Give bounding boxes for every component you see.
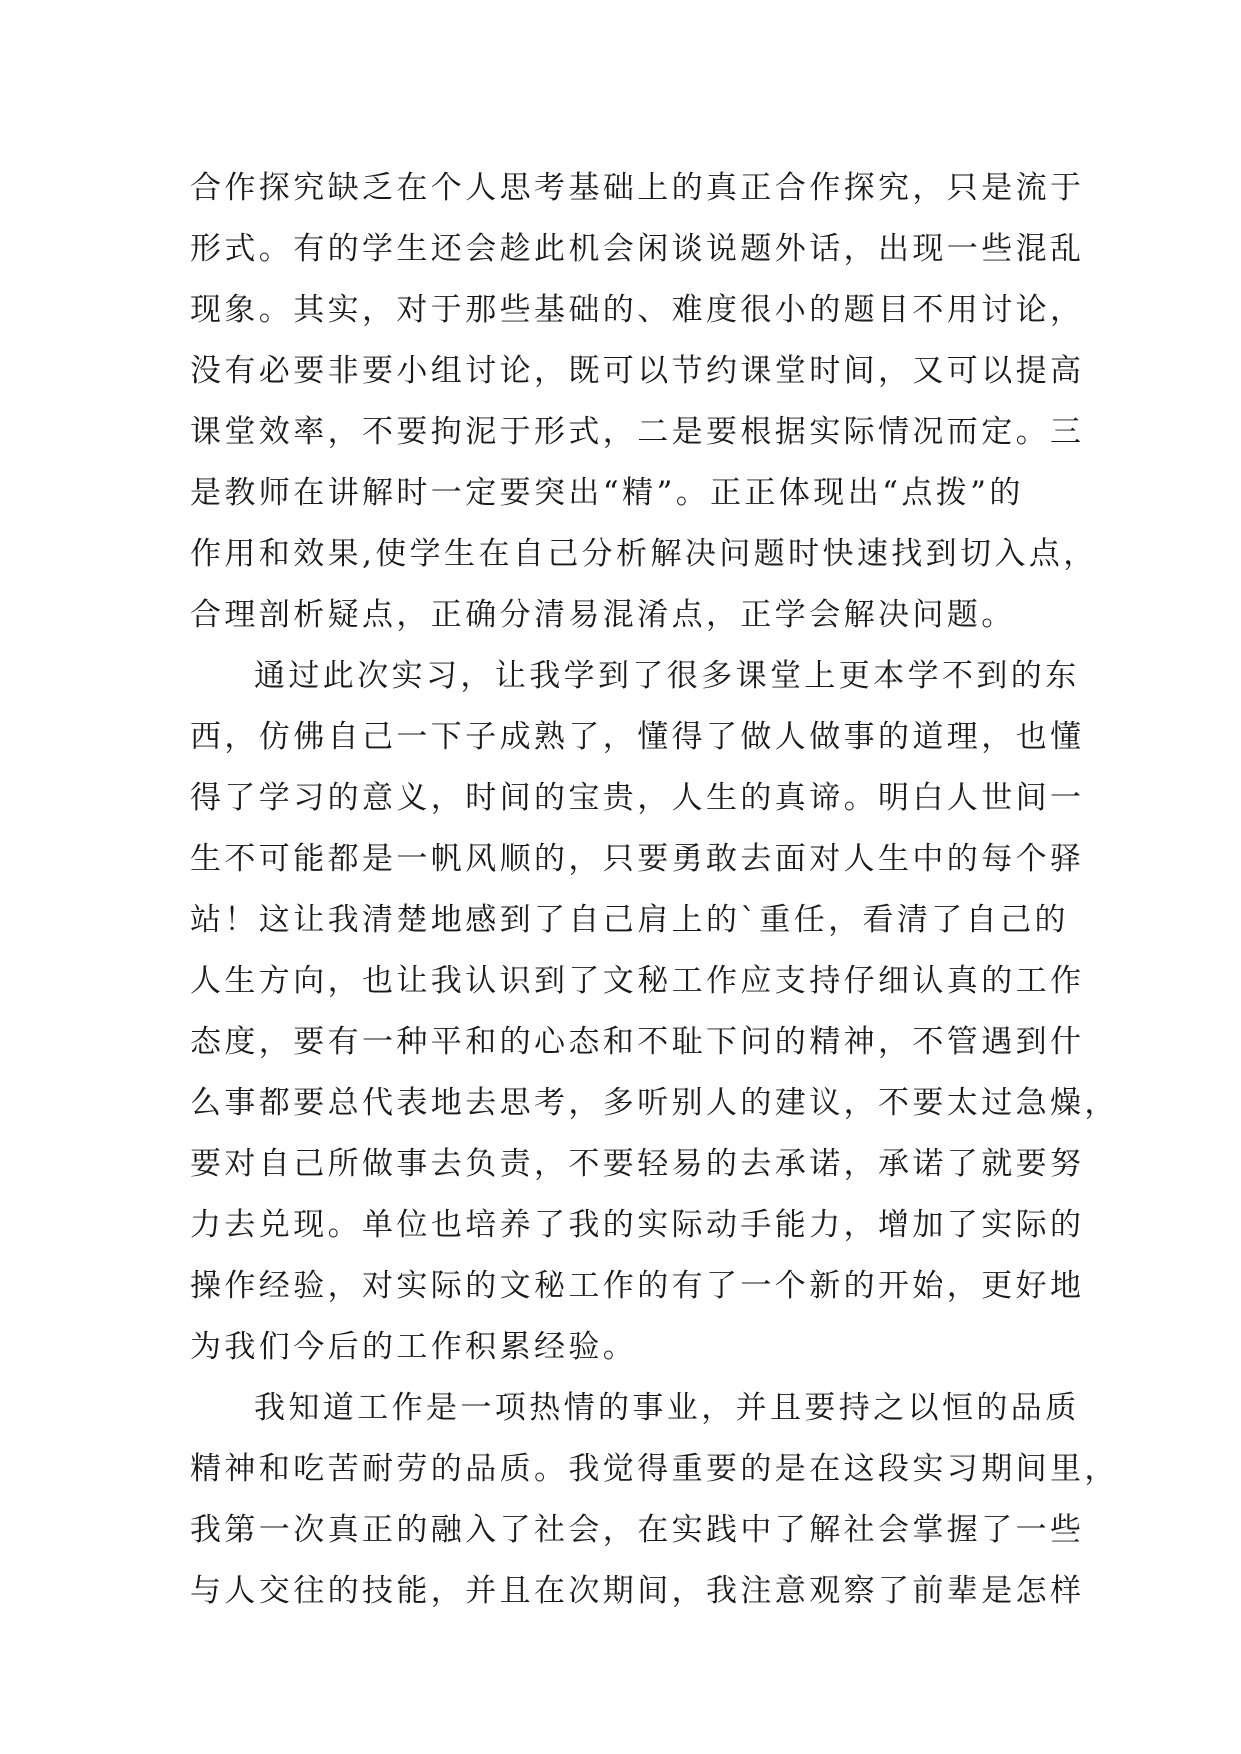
text-line: 操作经验，对实际的文秘工作的有了一个新的开始，更好地 xyxy=(190,1268,1085,1304)
text-line-indented: 通过此次实习，让我学到了很多课堂上更本学不到的东 xyxy=(254,658,1080,694)
text-line: 合理剖析疑点，正确分清易混淆点，正学会解决问题。 xyxy=(190,597,1016,633)
text-line: 为我们今后的工作积累经验。 xyxy=(190,1329,638,1365)
text-line: 站！这让我清楚地感到了自己肩上的`重任，看清了自己的 xyxy=(190,902,1069,938)
text-line: 精神和吃苦耐劳的品质。我觉得重要的是在这段实习期间里， xyxy=(190,1451,1119,1487)
text-line: 得了学习的意义，时间的宝贵，人生的真谛。明白人世间一 xyxy=(190,780,1085,816)
paragraph-2 xyxy=(190,646,1119,1378)
text-line: 是教师在讲解时一定要突出“精”。正正体现出“点拨”的 xyxy=(190,475,1024,511)
text-line: 人生方向，也让我认识到了文秘工作应支持仔细认真的工作 xyxy=(190,963,1085,999)
text-line: 与人交往的技能，并且在次期间，我注意观察了前辈是怎样 xyxy=(190,1573,1085,1609)
document-body xyxy=(190,158,1119,1622)
text-line: 形式。有的学生还会趁此机会闲谈说题外话，出现一些混乱 xyxy=(190,231,1085,267)
text-line: 西，仿佛自己一下子成熟了，懂得了做人做事的道理，也懂 xyxy=(190,719,1085,755)
text-line: 合作探究缺乏在个人思考基础上的真正合作探究，只是流于 xyxy=(190,170,1085,206)
text-line: 课堂效率，不要拘泥于形式，二是要根据实际情况而定。三 xyxy=(190,414,1085,450)
text-line: 么事都要总代表地去思考，多听别人的建议，不要太过急燥， xyxy=(190,1085,1119,1121)
text-line: 生不可能都是一帆风顺的，只要勇敢去面对人生中的每个驿 xyxy=(190,841,1085,877)
text-line: 没有必要非要小组讨论，既可以节约课堂时间，又可以提高 xyxy=(190,353,1085,389)
text-line: 态度，要有一种平和的心态和不耻下问的精神，不管遇到什 xyxy=(190,1024,1085,1060)
paragraph-1 xyxy=(190,158,1098,646)
text-line: 作用和效果,使学生在自己分析解决问题时快速找到切入点， xyxy=(190,536,1098,572)
text-line-indented: 我知道工作是一项热情的事业，并且要持之以恒的品质 xyxy=(254,1390,1080,1426)
text-line: 现象。其实，对于那些基础的、难度很小的题目不用讨论， xyxy=(190,292,1085,328)
paragraph-3 xyxy=(190,1378,1119,1622)
text-line: 要对自己所做事去负责，不要轻易的去承诺，承诺了就要努 xyxy=(190,1146,1085,1182)
text-line: 我第一次真正的融入了社会，在实践中了解社会掌握了一些 xyxy=(190,1512,1085,1548)
text-line: 力去兑现。单位也培养了我的实际动手能力，增加了实际的 xyxy=(190,1207,1085,1243)
